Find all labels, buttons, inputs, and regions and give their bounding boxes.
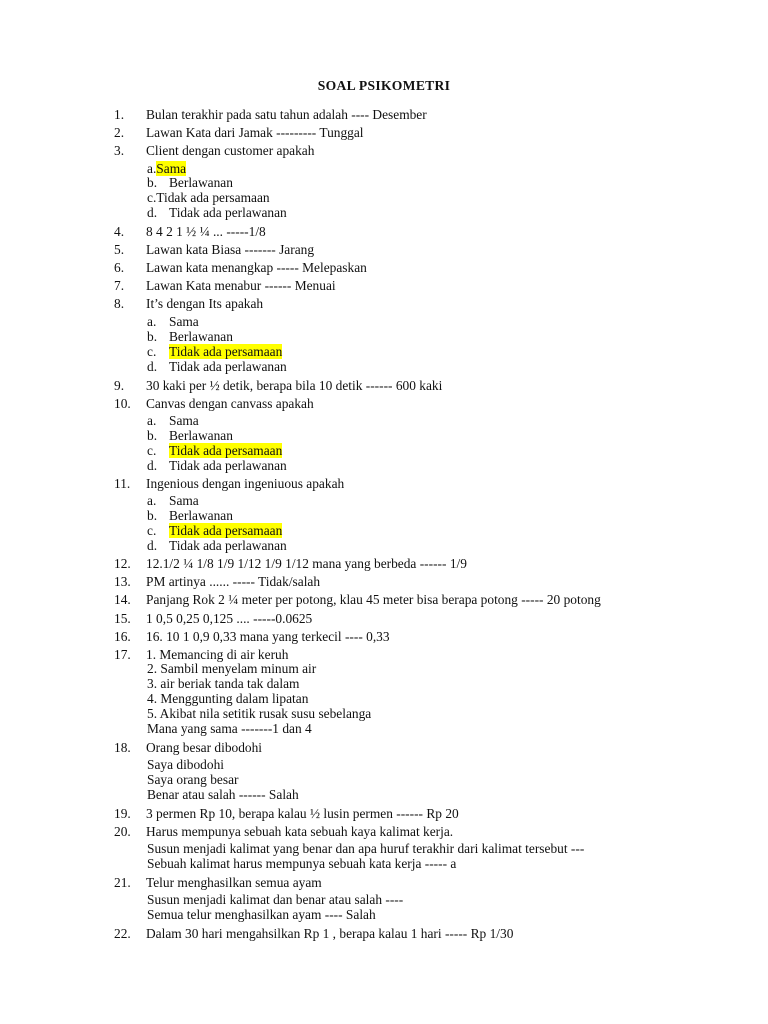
question-number: 7.: [114, 278, 125, 293]
question-text: 1. Memancing di air keruh: [146, 647, 289, 662]
option-text: Tidak ada persamaan: [156, 190, 270, 205]
question-18: [114, 740, 262, 755]
question-line: Saya dibodohi: [147, 757, 224, 772]
question-line: Benar atau salah ------ Salah: [147, 787, 299, 802]
option-text: Sama: [169, 493, 199, 508]
question-4: [114, 224, 266, 239]
option-d: [147, 539, 287, 553]
question-text: Bulan terakhir pada satu tahun adalah ---- Desember: [146, 107, 427, 122]
option-text-highlighted: Tidak ada persamaan: [169, 523, 283, 538]
question-17: [114, 647, 288, 662]
question-number: 12.: [114, 556, 131, 571]
question-number: 3.: [114, 143, 125, 158]
question-number: 16.: [114, 629, 131, 644]
question-text: Orang besar dibodohi: [146, 740, 263, 755]
option-letter: a.: [147, 314, 157, 329]
question-12: [114, 556, 467, 571]
option-letter: c.: [147, 523, 157, 538]
question-text: Lawan kata menangkap ----- Melepaskan: [146, 260, 367, 275]
question-text: Canvas dengan canvass apakah: [146, 396, 314, 411]
option-letter: b.: [147, 428, 158, 443]
question-number: 2.: [114, 125, 125, 140]
question-text: 30 kaki per ½ detik, berapa bila 10 detik ------ 600 kaki: [146, 378, 443, 393]
question-number: 5.: [114, 242, 125, 257]
question-line: Semua telur menghasilkan ayam ---- Salah: [147, 907, 376, 922]
question-15: [114, 611, 312, 626]
option-text-highlighted: Sama: [156, 161, 187, 176]
question-16: [114, 629, 390, 644]
option-a: [147, 162, 186, 176]
option-c: [147, 444, 282, 458]
question-line: 5. Akibat nila setitik rusak susu sebelanga: [147, 706, 372, 721]
question-text: 12.1/2 ¼ 1/8 1/9 1/12 1/9 1/12 mana yang berbeda ------ 1/9: [146, 556, 467, 571]
question-text: 16. 10 1 0,9 0,33 mana yang terkecil ---- 0,33: [146, 629, 390, 644]
question-text: 3 permen Rp 10, berapa kalau ½ lusin permen ------ Rp 20: [146, 806, 459, 821]
question-6: [114, 260, 367, 275]
option-letter: c.: [147, 190, 157, 205]
question-text: Panjang Rok 2 ¼ meter per potong, klau 45 meter bisa berapa potong ----- 20 potong: [146, 592, 601, 607]
option-letter: b.: [147, 175, 158, 190]
question-number: 4.: [114, 224, 125, 239]
question-8: [114, 296, 263, 311]
question-line: Susun menjadi kalimat yang benar dan apa huruf terakhir dari kalimat tersebut ---: [147, 841, 585, 856]
option-text: Sama: [169, 314, 199, 329]
question-number: 6.: [114, 260, 125, 275]
option-letter: d.: [147, 458, 158, 473]
question-text: Dalam 30 hari mengahsilkan Rp 1 , berapa kalau 1 hari ----- Rp 1/30: [146, 926, 514, 941]
question-line: 2. Sambil menyelam minum air: [147, 661, 317, 676]
question-text: Lawan Kata menabur ------ Menuai: [146, 278, 336, 293]
question-7: [114, 278, 336, 293]
question-number: 8.: [114, 296, 125, 311]
question-text: 1 0,5 0,25 0,125 .... -----0.0625: [146, 611, 313, 626]
document-title: SOAL PSIKOMETRI: [317, 78, 451, 93]
option-letter: b.: [147, 329, 158, 344]
option-b: [147, 176, 233, 190]
question-number: 22.: [114, 926, 131, 941]
question-number: 21.: [114, 875, 131, 890]
option-a: [147, 414, 199, 428]
question-number: 11.: [114, 476, 131, 491]
option-c: [147, 345, 282, 359]
question-3: [114, 143, 314, 158]
question-number: 14.: [114, 592, 131, 607]
question-line: 4. Menggunting dalam lipatan: [147, 691, 309, 706]
option-letter: c.: [147, 344, 157, 359]
question-5: [114, 242, 314, 257]
option-c: [147, 524, 282, 538]
option-text: Berlawanan: [169, 175, 233, 190]
question-number: 15.: [114, 611, 131, 626]
option-a: [147, 494, 199, 508]
question-line: Sebuah kalimat harus mempunya sebuah kata kerja ----- a: [147, 856, 457, 871]
question-11: [114, 476, 344, 491]
option-c: [147, 191, 270, 205]
option-a: [147, 315, 199, 329]
option-letter: a.: [147, 161, 157, 176]
option-letter: a.: [147, 493, 157, 508]
question-text: Lawan Kata dari Jamak --------- Tunggal: [146, 125, 364, 140]
question-text: Harus mempunya sebuah kata sebuah kaya kalimat kerja.: [146, 824, 454, 839]
question-2: [114, 125, 364, 140]
option-text: Tidak ada perlawanan: [169, 205, 287, 220]
question-13: [114, 574, 320, 589]
option-text: Berlawanan: [169, 329, 233, 344]
question-number: 1.: [114, 107, 125, 122]
option-letter: b.: [147, 508, 158, 523]
question-line: Susun menjadi kalimat dan benar atau salah ----: [147, 892, 404, 907]
option-letter: d.: [147, 205, 158, 220]
question-10: [114, 396, 314, 411]
question-number: 19.: [114, 806, 131, 821]
question-number: 17.: [114, 647, 131, 662]
question-22: [114, 926, 513, 941]
question-14: [114, 592, 601, 607]
option-letter: d.: [147, 538, 158, 553]
question-text: 8 4 2 1 ½ ¼ ... -----1/8: [146, 224, 266, 239]
option-text: Tidak ada perlawanan: [169, 538, 287, 553]
question-text: Lawan kata Biasa ------- Jarang: [146, 242, 315, 257]
question-number: 20.: [114, 824, 131, 839]
question-9: [114, 378, 442, 393]
question-text: Telur menghasilkan semua ayam: [146, 875, 322, 890]
question-number: 13.: [114, 574, 131, 589]
option-b: [147, 330, 233, 344]
question-number: 18.: [114, 740, 131, 755]
question-text: PM artinya ...... ----- Tidak/salah: [146, 574, 321, 589]
option-letter: c.: [147, 443, 157, 458]
question-line: 3. air beriak tanda tak dalam: [147, 676, 300, 691]
question-19: [114, 806, 459, 821]
option-text: Berlawanan: [169, 508, 233, 523]
option-letter: d.: [147, 359, 158, 374]
option-d: [147, 360, 287, 374]
option-b: [147, 509, 233, 523]
option-d: [147, 206, 287, 220]
question-21: [114, 875, 322, 890]
option-letter: a.: [147, 413, 157, 428]
question-text: It’s dengan Its apakah: [146, 296, 264, 311]
option-text: Berlawanan: [169, 428, 233, 443]
question-20: [114, 824, 453, 839]
option-text-highlighted: Tidak ada persamaan: [169, 344, 283, 359]
option-text: Tidak ada perlawanan: [169, 359, 287, 374]
question-line: Mana yang sama -------1 dan 4: [147, 721, 312, 736]
option-text-highlighted: Tidak ada persamaan: [169, 443, 283, 458]
option-d: [147, 459, 287, 473]
question-text: Ingenious dengan ingeniuous apakah: [146, 476, 345, 491]
question-text: Client dengan customer apakah: [146, 143, 315, 158]
option-b: [147, 429, 233, 443]
option-text: Tidak ada perlawanan: [169, 458, 287, 473]
question-number: 9.: [114, 378, 125, 393]
option-text: Sama: [169, 413, 199, 428]
question-1: [114, 107, 427, 122]
question-line: Saya orang besar: [147, 772, 239, 787]
question-number: 10.: [114, 396, 131, 411]
